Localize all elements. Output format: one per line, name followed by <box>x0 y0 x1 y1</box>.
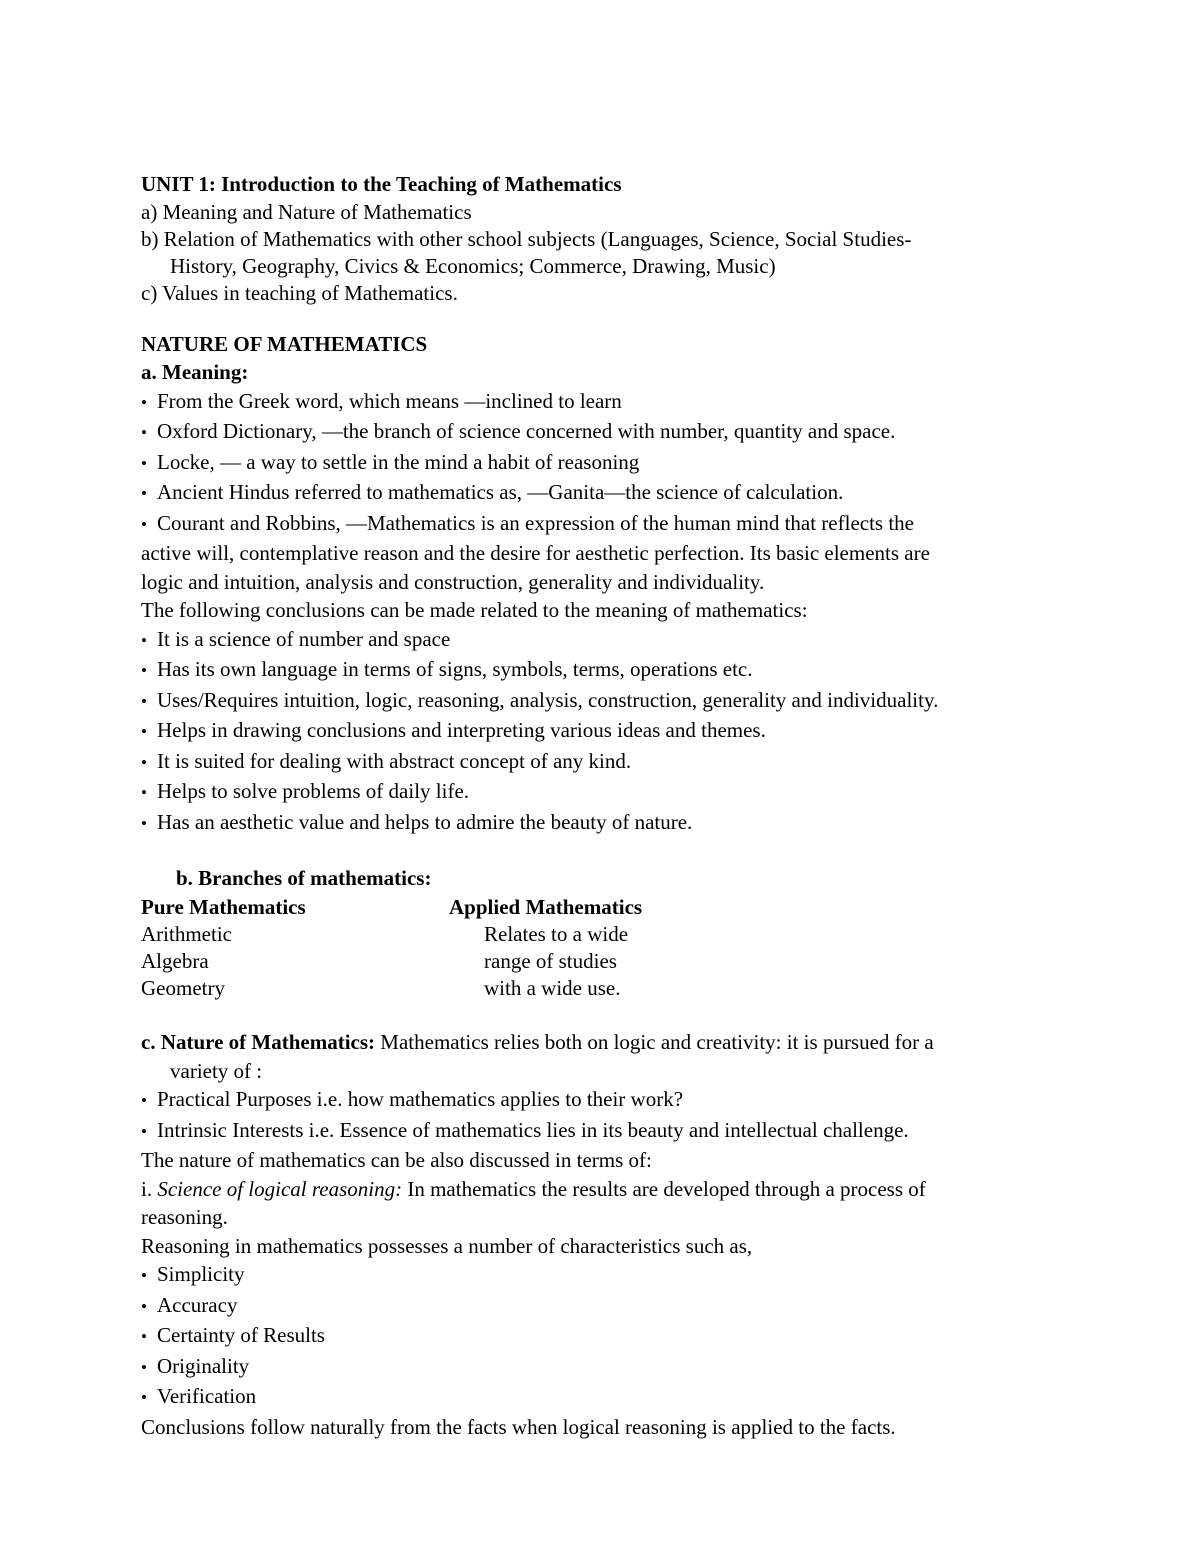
characteristic-bullet: • Verification <box>141 1382 1041 1413</box>
purpose-bullet: • Intrinsic Interests i.e. Essence of mathematics lies in its beauty and intellectual challenge. <box>141 1116 1041 1147</box>
nature-c-intro: Mathematics relies both on logic and creativity: it is pursued for a <box>375 1030 934 1054</box>
meaning-bullet: • Courant and Robbins, —Mathematics is an expression of the human mind that reflects the <box>141 509 1041 540</box>
pure-item: Arithmetic <box>141 922 232 946</box>
applied-item: with a wide use. <box>484 976 621 1000</box>
pure-item: Algebra <box>141 949 209 973</box>
branches-table <box>141 893 1041 1003</box>
meaning-bullet: • Locke, — a way to settle in the mind a habit of reasoning <box>141 448 1041 479</box>
unit-item-c: c) Values in teaching of Mathematics. <box>141 280 458 305</box>
applied-item: Relates to a wide <box>484 922 629 946</box>
meaning-bullet: • Ancient Hindus referred to mathematics as, —Ganita—the science of calculation. <box>141 478 1041 509</box>
purpose-bullet: • Practical Purposes i.e. how mathematics applies to their work? <box>141 1085 1041 1116</box>
conclusion-bullet: • It is a science of number and space <box>141 625 1041 656</box>
branches-heading: b. Branches of mathematics: <box>176 866 432 890</box>
courant-quote-cont: active will, contemplative reason and the desire for aesthetic perfection. Its basic elements are <box>141 541 930 565</box>
conclusion-bullet: • Helps to solve problems of daily life. <box>141 777 1041 808</box>
reasoning-intro: Reasoning in mathematics possesses a number of characteristics such as, <box>141 1233 753 1258</box>
conclusion-bullet: • Uses/Requires intuition, logic, reasoning, analysis, construction, generality and individuality. <box>141 686 1041 717</box>
logical-reasoning-term: Science of logical reasoning: <box>157 1176 403 1201</box>
section-heading-nature: NATURE OF MATHEMATICS <box>141 331 428 356</box>
unit-item-a: a) Meaning and Nature of Mathematics <box>141 199 472 224</box>
conclusion-bullet: • Has an aesthetic value and helps to admire the beauty of nature. <box>141 808 1041 839</box>
applied-item: range of studies <box>484 949 617 973</box>
characteristic-bullet: • Accuracy <box>141 1291 1041 1322</box>
final-conclusion: Conclusions follow naturally from the facts when logical reasoning is applied to the facts. <box>141 1414 896 1439</box>
page-content <box>141 170 1041 1441</box>
conclusion-bullet: • Helps in drawing conclusions and interpreting various ideas and themes. <box>141 716 1041 747</box>
conclusion-bullet: • It is suited for dealing with abstract concept of any kind. <box>141 747 1041 778</box>
unit-item-b-cont: History, Geography, Civics & Economics; Commerce, Drawing, Music) <box>170 253 776 278</box>
conclusion-bullet: • Has its own language in terms of signs, symbols, terms, operations etc. <box>141 655 1041 686</box>
conclusions-intro: The following conclusions can be made related to the meaning of mathematics: <box>141 598 808 622</box>
pure-column <box>141 893 449 1003</box>
nature-c-intro-cont: variety of : <box>170 1058 263 1083</box>
characteristic-bullet: • Certainty of Results <box>141 1321 1041 1352</box>
nature-c-paragraph <box>141 1028 1041 1057</box>
pure-item: Geometry <box>141 976 225 1000</box>
meaning-heading: a. Meaning: <box>141 360 249 384</box>
characteristic-bullet: • Originality <box>141 1352 1041 1383</box>
logical-reasoning-cont: reasoning. <box>141 1205 228 1229</box>
unit-item-b: b) Relation of Mathematics with other school subjects (Languages, Science, Social Studies- <box>141 226 912 251</box>
unit-title: UNIT 1: Introduction to the Teaching of Mathematics <box>141 172 622 196</box>
pure-heading: Pure Mathematics <box>141 894 306 919</box>
meaning-bullet: • From the Greek word, which means —inclined to learn <box>141 387 1041 418</box>
courant-quote-cont: logic and intuition, analysis and construction, generality and individuality. <box>141 569 765 594</box>
item-i-prefix: i. <box>141 1176 158 1201</box>
discussed-intro: The nature of mathematics can be also discussed in terms of: <box>141 1148 652 1172</box>
nature-c-heading: c. Nature of Mathematics: <box>141 1030 376 1054</box>
logical-reasoning-line <box>141 1175 1041 1204</box>
logical-reasoning-text: In mathematics the results are developed through a process of <box>402 1176 926 1201</box>
applied-column <box>449 893 642 1003</box>
meaning-bullet: • Oxford Dictionary, —the branch of science concerned with number, quantity and space. <box>141 417 1041 448</box>
characteristic-bullet: • Simplicity <box>141 1260 1041 1291</box>
applied-heading: Applied Mathematics <box>449 894 643 919</box>
